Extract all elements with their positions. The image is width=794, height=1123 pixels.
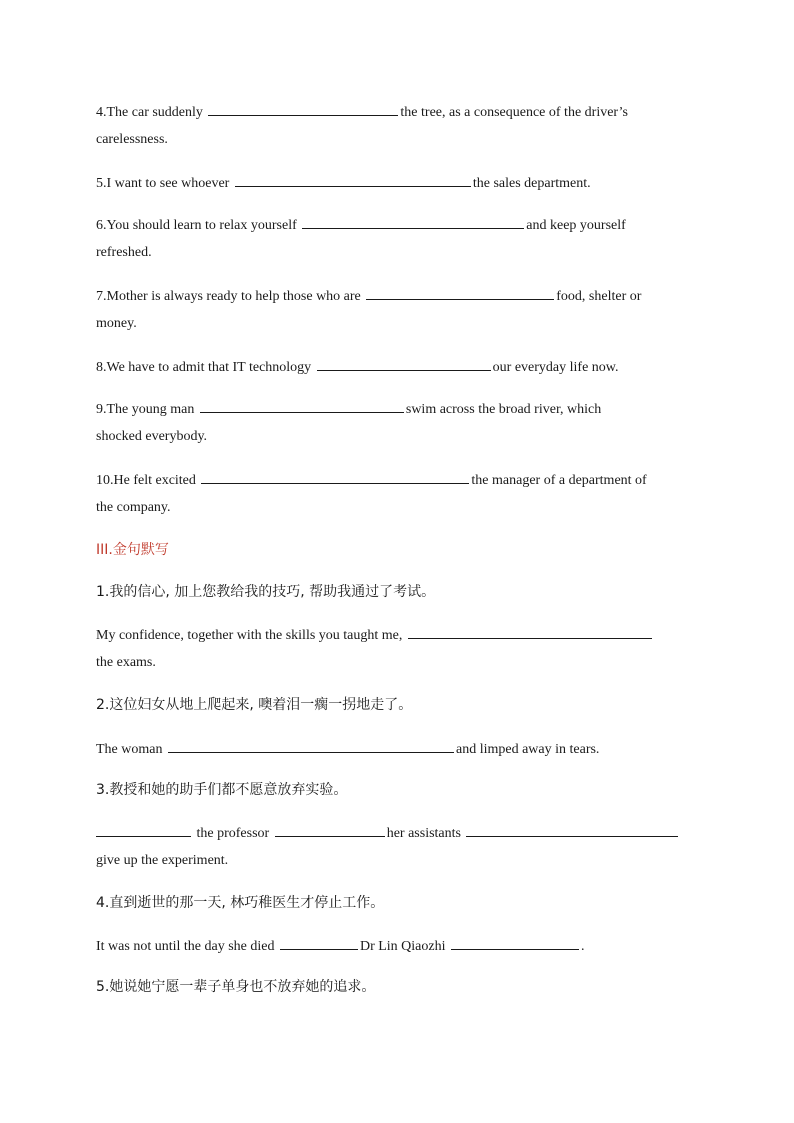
sentence-chinese-text: .直到逝世的那一天, 林巧稚医生才停止工作。: [104, 895, 385, 911]
answer-blank[interactable]: [208, 102, 398, 116]
sentence-english-text: Dr Lin Qiaozhi: [359, 939, 449, 954]
sentence-english-text: the professor: [193, 826, 273, 841]
exercise-text: food, shelter or: [556, 289, 642, 304]
answer-blank[interactable]: [168, 739, 454, 753]
exercise-text: .Mother is always ready to help those who are: [103, 289, 365, 304]
sentence-number: 2: [96, 697, 105, 713]
exercise-9: [96, 399, 601, 419]
exercise-text: .I want to see whoever: [103, 176, 233, 191]
exercise-text: our everyday life now.: [492, 360, 619, 375]
answer-blank[interactable]: [366, 286, 554, 300]
exercise-4-continued: [96, 131, 168, 149]
exercise-8: [96, 357, 619, 377]
sentence-3-chinese: [96, 781, 347, 799]
sentence-chinese-text: .教授和她的助手们都不愿意放弃实验。: [104, 782, 348, 798]
answer-blank[interactable]: [280, 936, 358, 950]
exercise-7: [96, 286, 641, 306]
exercise-text: .You should learn to relax yourself: [103, 218, 301, 233]
sentence-4-chinese: [96, 894, 384, 912]
sentence-english-text: and limped away in tears.: [455, 742, 600, 757]
sentence-2-english: [96, 739, 599, 759]
exercise-10-continued: [96, 499, 171, 517]
answer-blank[interactable]: [96, 823, 191, 837]
sentence-1-chinese: [96, 583, 435, 601]
answer-blank[interactable]: [235, 173, 471, 187]
exercise-number: 10: [96, 473, 110, 488]
exercise-text: shocked everybody.: [96, 429, 208, 444]
exercise-text: refreshed.: [96, 245, 152, 260]
exercise-number: 8: [96, 360, 103, 375]
exercise-9-continued: [96, 428, 207, 446]
exercise-10: [96, 470, 647, 490]
sentence-number: 1: [96, 584, 105, 600]
exercise-text: .He felt excited: [110, 473, 200, 488]
exercise-text: the company.: [96, 500, 171, 515]
sentence-english-text: The woman: [96, 742, 166, 757]
answer-blank[interactable]: [408, 625, 652, 639]
answer-blank[interactable]: [302, 215, 524, 229]
answer-blank[interactable]: [200, 399, 404, 413]
answer-blank[interactable]: [451, 936, 579, 950]
sentence-number: 3: [96, 782, 105, 798]
answer-blank[interactable]: [466, 823, 678, 837]
sentence-5-chinese: [96, 978, 375, 996]
sentence-3-english: [96, 823, 680, 843]
exercise-number: 4: [96, 105, 103, 120]
exercise-number: 7: [96, 289, 103, 304]
sentence-number: 5: [96, 979, 105, 995]
answer-blank[interactable]: [275, 823, 385, 837]
section-heading: III.金句默写: [96, 542, 169, 558]
sentence-english-text: her assistants: [386, 826, 465, 841]
answer-blank[interactable]: [201, 470, 469, 484]
sentence-english-text: the exams.: [96, 655, 156, 670]
sentence-english-text: It was not until the day she died: [96, 939, 278, 954]
exercise-text: .The young man: [103, 402, 198, 417]
exercise-4: [96, 102, 628, 122]
exercise-text: money.: [96, 316, 137, 331]
sentence-2-chinese: [96, 696, 412, 714]
exercise-number: 5: [96, 176, 103, 191]
exercise-number: 6: [96, 218, 103, 233]
exercise-text: swim across the broad river, which: [405, 402, 602, 417]
sentence-chinese-text: .这位妇女从地上爬起来, 噢着泪一瘸一拐地走了。: [104, 697, 413, 713]
sentence-english-text: give up the experiment.: [96, 853, 229, 868]
sentence-3-english-continued: [96, 852, 228, 870]
exercise-text: the tree, as a consequence of the driver’s: [400, 105, 628, 120]
exercise-text: the manager of a department of: [471, 473, 647, 488]
exercise-5: [96, 173, 591, 193]
sentence-number: 4: [96, 895, 105, 911]
exercise-text: the sales department.: [472, 176, 591, 191]
exercise-text: and keep yourself: [526, 218, 626, 233]
exercise-text: .The car suddenly: [103, 105, 207, 120]
sentence-4-english: [96, 936, 585, 956]
answer-blank[interactable]: [317, 357, 491, 371]
exercise-6-continued: [96, 244, 152, 262]
sentence-english-text: My confidence, together with the skills you taught me,: [96, 628, 406, 643]
sentence-1-english-continued: [96, 654, 156, 672]
sentence-english-text: .: [581, 939, 585, 954]
exercise-6: [96, 215, 626, 235]
exercise-7-continued: [96, 315, 137, 333]
sentence-chinese-text: .我的信心, 加上您教给我的技巧, 帮助我通过了考试。: [104, 584, 436, 600]
sentence-1-english: [96, 625, 654, 645]
sentence-chinese-text: .她说她宁愿一辈子单身也不放弃她的追求。: [104, 979, 376, 995]
exercise-number: 9: [96, 402, 103, 417]
exercise-text: .We have to admit that IT technology: [103, 360, 315, 375]
exercise-text: carelessness.: [96, 132, 168, 147]
